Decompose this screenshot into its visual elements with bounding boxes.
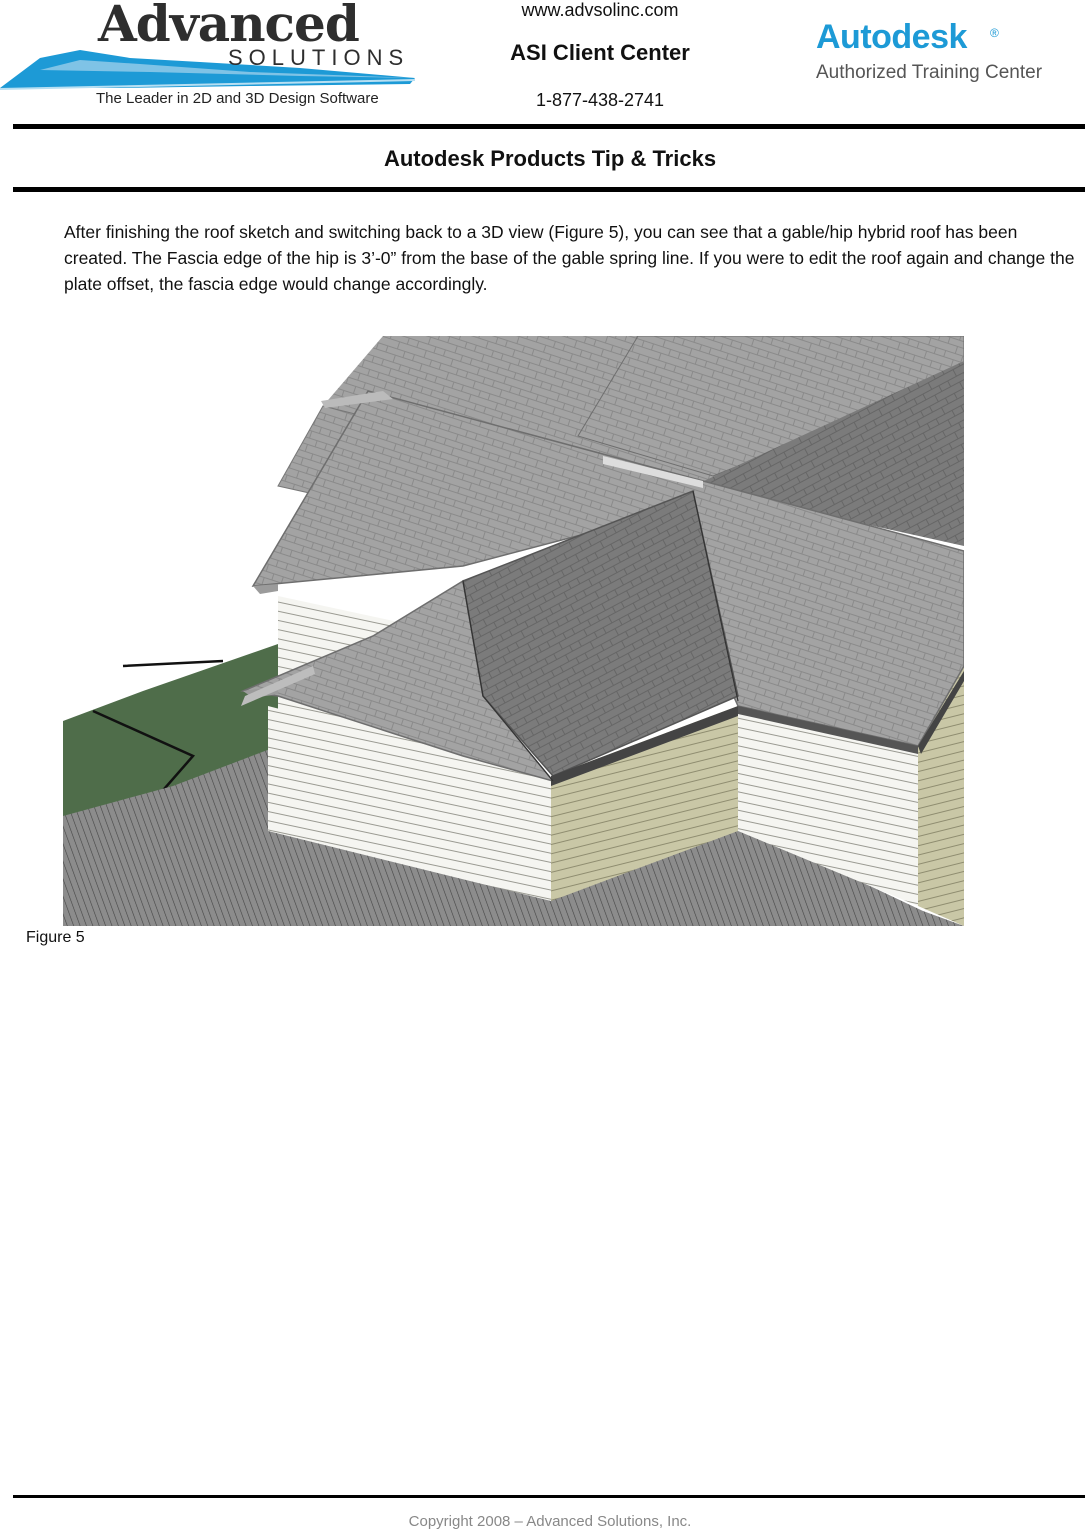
- roof-3d-illustration: [63, 336, 964, 926]
- figure-5-roof-render: [63, 336, 964, 926]
- registered-mark: ®: [990, 26, 999, 40]
- body-paragraph: After finishing the roof sketch and switching back to a 3D view (Figure 5), you can see that a gable/hip hybrid roof has been created. The Fascia edge of the hip is 3’-0” from the base of the gable spring line. If you were to edit the roof again and change the plate offset, the fascia edge would change accordingly.: [64, 222, 1075, 294]
- website-url[interactable]: www.advsolinc.com: [521, 0, 679, 20]
- footer-rule: [13, 1495, 1085, 1498]
- authorized-training-center: Authorized Training Center: [816, 62, 1043, 83]
- page-title: Autodesk Products Tip & Tricks: [383, 146, 717, 171]
- copyright-footer: Copyright 2008 – Advanced Solutions, Inc.: [408, 1513, 692, 1530]
- phone-number: 1-877-438-2741: [535, 90, 665, 110]
- logo-wordmark: Advanced: [98, 0, 359, 53]
- header-rule-top: [13, 124, 1085, 129]
- figure-caption: Figure 5: [26, 929, 85, 946]
- logo-tagline: The Leader in 2D and 3D Design Software: [96, 90, 379, 107]
- logo-subtitle: SOLUTIONS: [228, 45, 410, 70]
- client-center-title: ASI Client Center: [510, 40, 690, 65]
- autodesk-logo: Autodesk: [816, 18, 967, 56]
- advanced-solutions-logo: [0, 0, 430, 115]
- header-rule-bottom: [13, 187, 1085, 192]
